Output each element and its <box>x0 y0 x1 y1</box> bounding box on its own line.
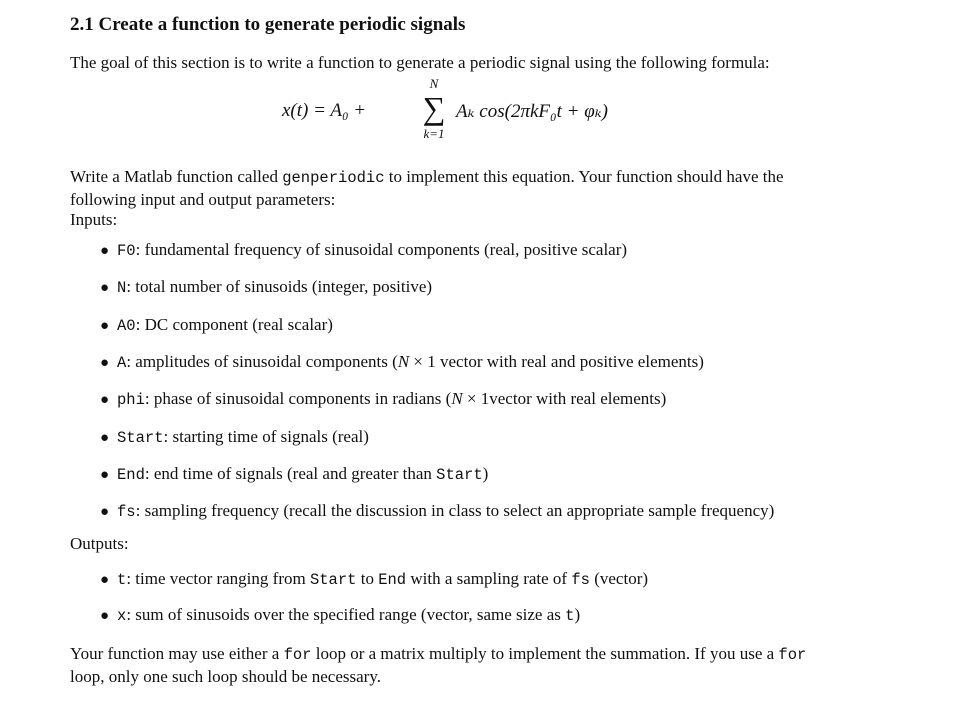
param-code-inline: fs <box>571 571 590 589</box>
param-desc: : amplitudes of sinusoidal components ( <box>126 352 398 371</box>
write-pre: Write a Matlab function called <box>70 167 283 186</box>
list-item <box>100 277 432 297</box>
formula-lhs: x(t) = A₀ + <box>282 100 367 121</box>
param-desc: to <box>356 569 379 588</box>
param-code: fs <box>117 503 136 521</box>
param-desc: : time vector ranging from <box>126 569 310 588</box>
function-name-code: genperiodic <box>282 169 385 187</box>
param-code-inline: Start <box>436 466 483 484</box>
inputs-label: Inputs: <box>70 210 118 229</box>
bullet-icon: ● <box>100 243 110 259</box>
param-desc: : sum of sinusoids over the specified range (vector, same size as <box>126 605 566 624</box>
bullet-icon: ● <box>100 572 110 588</box>
closing-paragraph <box>70 643 806 687</box>
param-code-inline: End <box>378 571 407 589</box>
summation <box>414 76 454 142</box>
list-item <box>100 389 666 409</box>
bullet-icon: ● <box>100 318 110 334</box>
param-desc: : starting time of signals (real) <box>163 427 369 446</box>
math-times: × 1 <box>462 389 490 408</box>
param-code: N <box>117 279 127 297</box>
param-code: phi <box>117 391 145 409</box>
write-line2: following input and output parameters: <box>70 190 336 209</box>
param-desc-post: vector with real and positive elements) <box>435 352 704 371</box>
bullet-icon: ● <box>100 504 110 520</box>
math-n: N <box>397 352 410 371</box>
for-keyword-code: for <box>778 646 807 664</box>
bullet-icon: ● <box>100 467 110 483</box>
list-item <box>100 569 648 589</box>
param-desc: (vector) <box>589 569 649 588</box>
param-desc: : DC component (real scalar) <box>135 315 333 334</box>
math-n: N <box>451 389 463 408</box>
sigma-symbol: ∑ <box>422 90 446 126</box>
param-desc: ) <box>574 605 581 624</box>
param-desc: with a sampling rate of <box>406 569 572 588</box>
param-code: End <box>117 466 145 484</box>
formula <box>0 76 973 156</box>
param-code: Start <box>117 429 164 447</box>
closing-line2: loop, only one such loop should be necessary. <box>70 667 381 686</box>
closing-mid: loop or a matrix multiply to implement the summation. If you use a <box>311 644 779 663</box>
section-heading: 2.1 Create a function to generate periodic signals <box>70 14 466 35</box>
closing-pre: Your function may use either a <box>70 644 284 663</box>
param-desc: : sampling frequency (recall the discussion in class to select an appropriate sample frequency) <box>135 501 775 520</box>
list-item <box>100 315 333 335</box>
intro-paragraph: The goal of this section is to write a function to generate a periodic signal using the following formula: <box>70 53 770 72</box>
write-line1-post: to implement this equation. Your function should have the <box>384 167 784 186</box>
bullet-icon: ● <box>100 430 110 446</box>
list-item <box>100 352 704 372</box>
list-item <box>100 427 369 447</box>
list-item <box>100 501 774 521</box>
param-desc: : end time of signals (real and greater than <box>144 464 437 483</box>
param-code: A <box>117 354 127 372</box>
param-code-inline: t <box>565 607 575 625</box>
for-keyword-code: for <box>283 646 312 664</box>
param-desc: : phase of sinusoidal components in radians ( <box>144 389 452 408</box>
bullet-icon: ● <box>100 392 110 408</box>
param-desc-end: ) <box>482 464 489 483</box>
list-item <box>100 605 580 625</box>
param-desc: : total number of sinusoids (integer, positive) <box>126 277 433 296</box>
outputs-label: Outputs: <box>70 534 129 553</box>
param-desc-post: vector with real elements) <box>489 389 667 408</box>
param-code-inline: Start <box>309 571 357 589</box>
param-code: F0 <box>117 242 136 260</box>
bullet-icon: ● <box>100 280 110 296</box>
bullet-icon: ● <box>100 608 110 624</box>
sum-upper-limit: N <box>429 76 439 91</box>
param-code: A0 <box>117 317 136 335</box>
bullet-icon: ● <box>100 355 110 371</box>
math-times: × 1 <box>409 352 436 371</box>
list-item <box>100 240 627 260</box>
sum-lower-limit: k=1 <box>423 126 445 141</box>
param-desc: : fundamental frequency of sinusoidal components (real, positive scalar) <box>135 240 628 259</box>
list-item <box>100 464 488 484</box>
formula-rhs: Aₖ cos(2πkF₀t + φₖ) <box>456 101 608 122</box>
param-code: t <box>117 571 127 589</box>
write-paragraph <box>70 166 784 210</box>
param-code: x <box>117 607 127 625</box>
